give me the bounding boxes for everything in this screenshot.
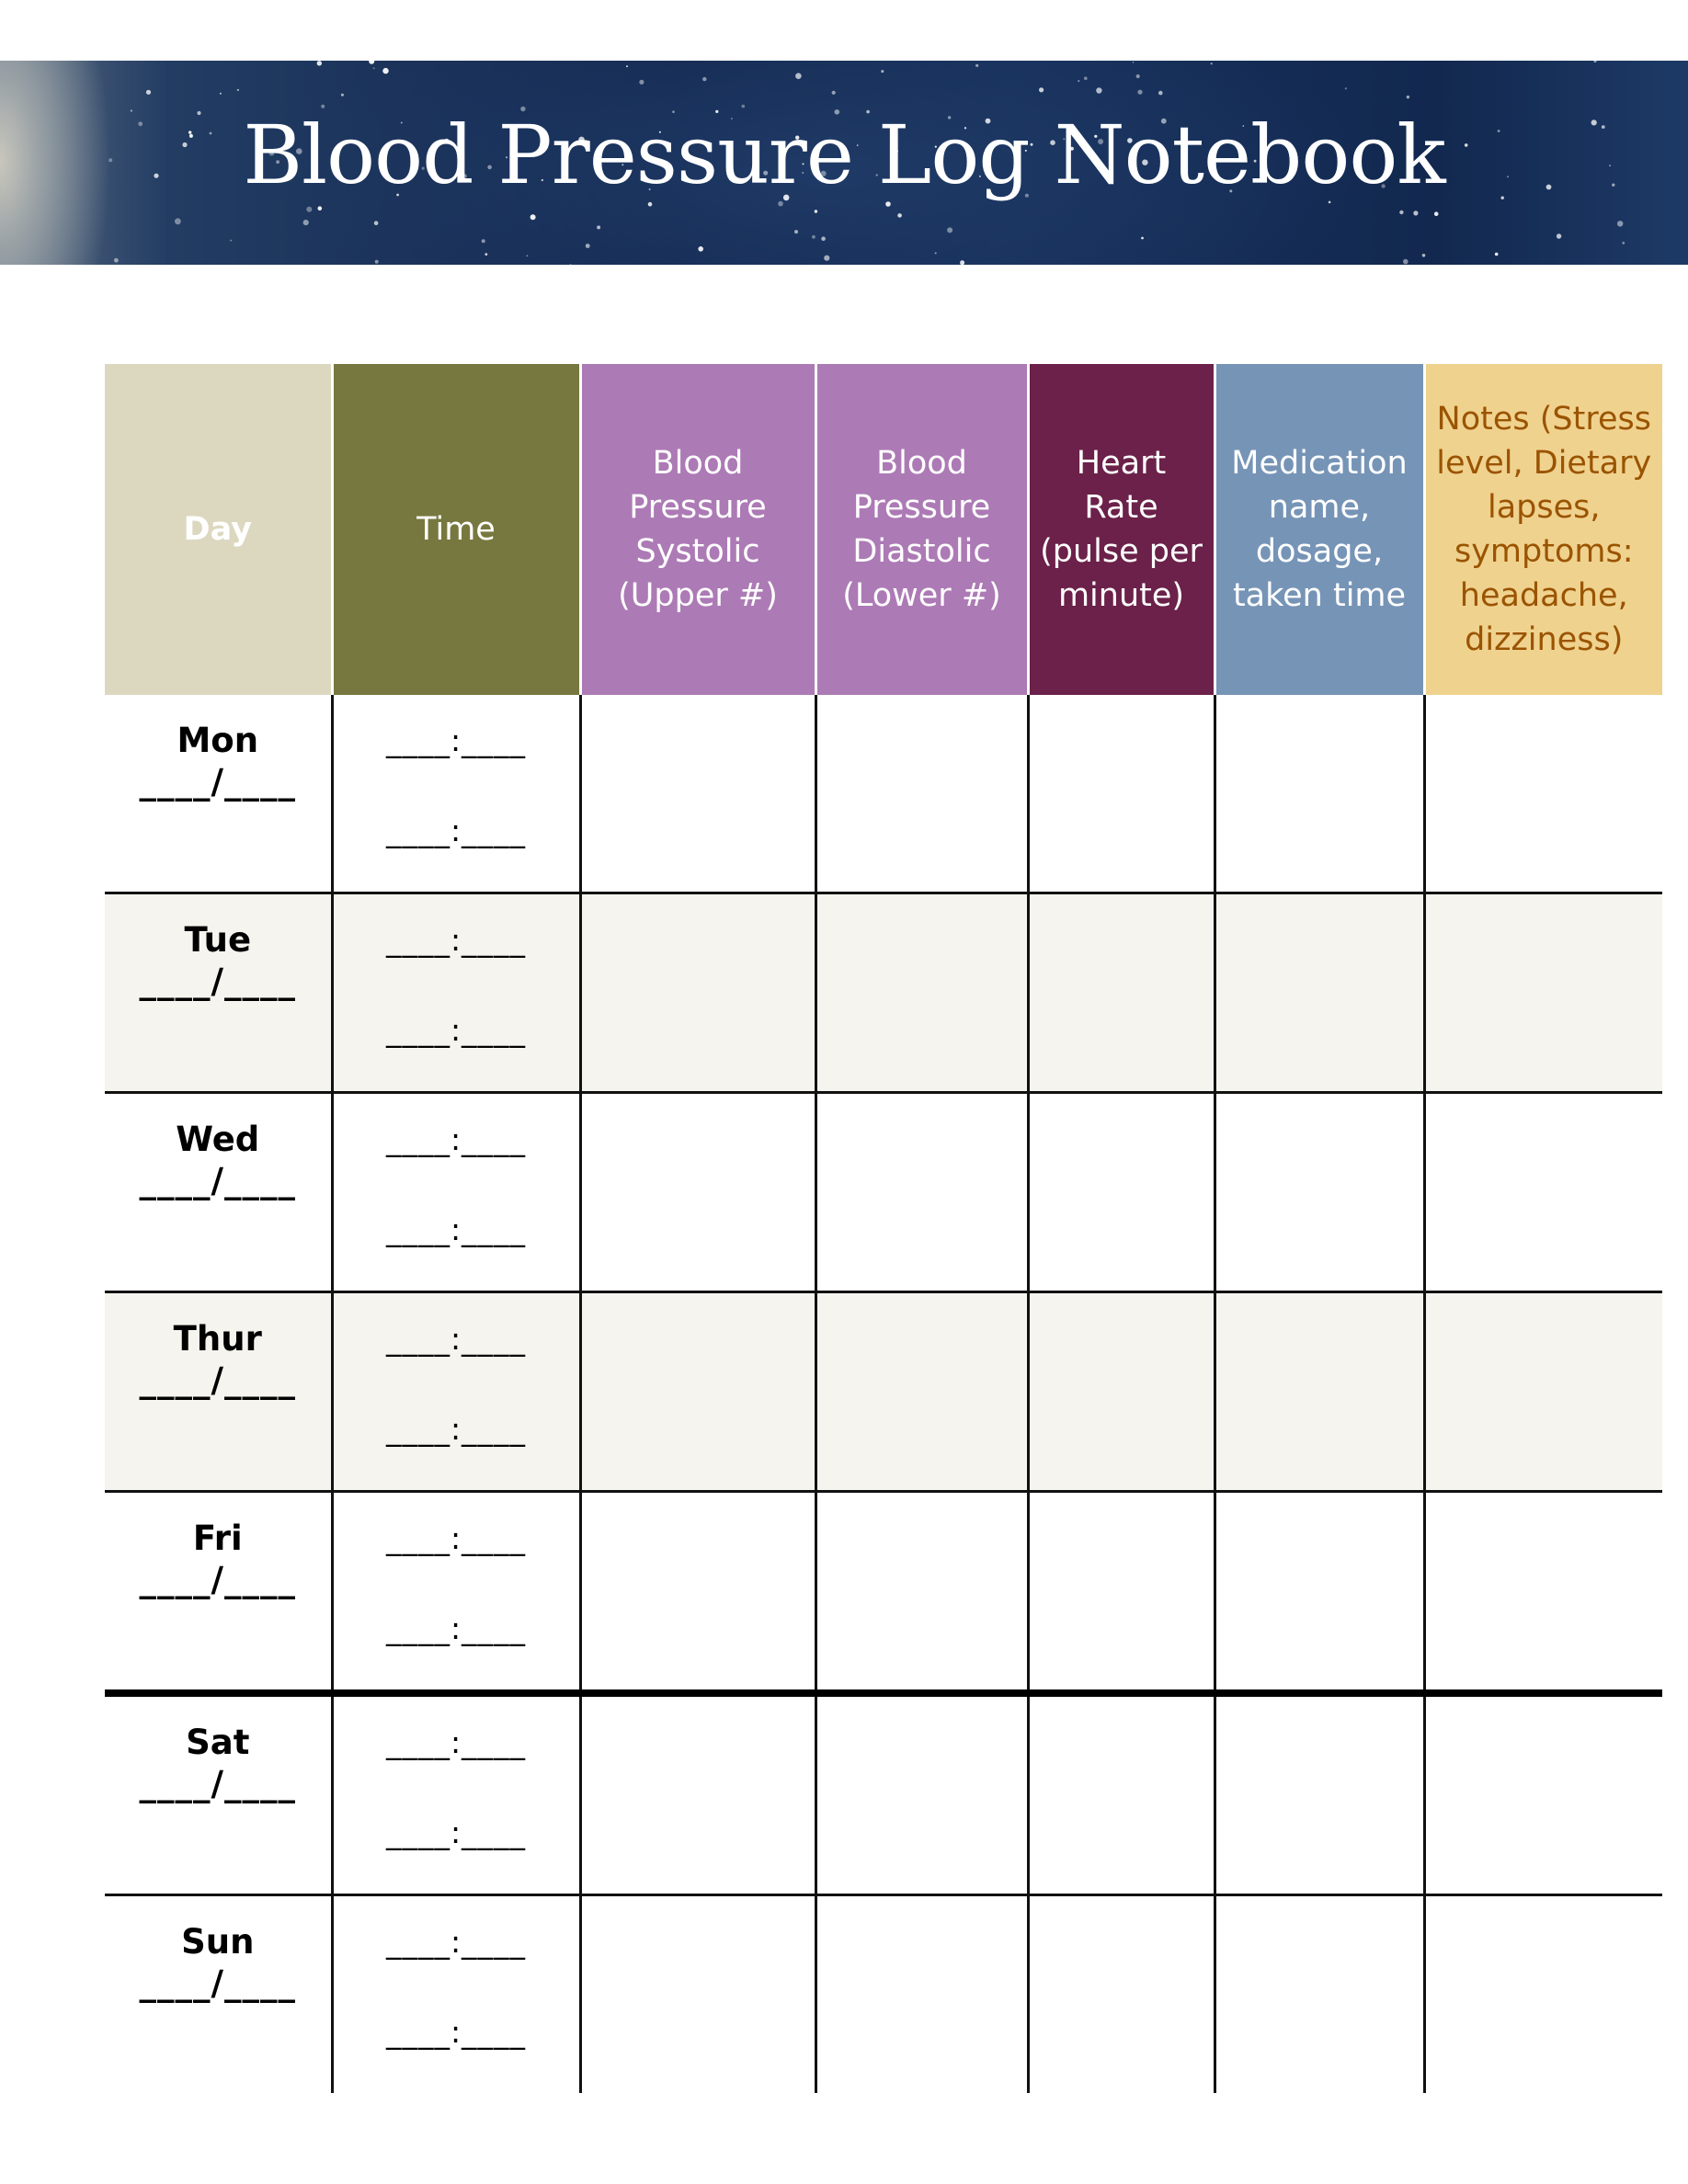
date-blank[interactable]: ____/____ xyxy=(139,1560,296,1599)
time-blank-2[interactable]: ____:____ xyxy=(385,1012,527,1048)
heart-rate-cell[interactable] xyxy=(1028,1093,1215,1292)
notes-cell[interactable] xyxy=(1424,695,1662,893)
heart-rate-cell[interactable] xyxy=(1028,695,1215,893)
column-header-day: Day xyxy=(105,364,332,695)
medication-cell[interactable] xyxy=(1215,893,1424,1093)
medication-cell[interactable] xyxy=(1215,1895,1424,2094)
medication-cell[interactable] xyxy=(1215,695,1424,893)
systolic-cell[interactable] xyxy=(580,695,815,893)
time-cell xyxy=(332,1895,580,2094)
systolic-cell[interactable] xyxy=(580,1093,815,1292)
time-blank-2[interactable]: ____:____ xyxy=(385,1411,527,1447)
diastolic-cell[interactable] xyxy=(815,1693,1028,1895)
time-blank-1[interactable]: ____:____ xyxy=(385,922,527,958)
medication-cell[interactable] xyxy=(1215,1693,1424,1895)
time-blank-2[interactable]: ____:____ xyxy=(385,1814,527,1850)
log-row-sun xyxy=(105,1895,1662,2094)
date-blank[interactable]: ____/____ xyxy=(139,961,296,1001)
time-blank-1[interactable]: ____:____ xyxy=(385,1121,527,1157)
date-blank[interactable]: ____/____ xyxy=(139,1963,296,2003)
log-row-mon xyxy=(105,695,1662,893)
date-blank[interactable]: ____/____ xyxy=(139,1764,296,1803)
date-blank[interactable]: ____/____ xyxy=(139,1161,296,1200)
systolic-cell[interactable] xyxy=(580,1292,815,1492)
medication-cell[interactable] xyxy=(1215,1492,1424,1694)
page-title: Blood Pressure Log Notebook xyxy=(243,107,1445,202)
notes-cell[interactable] xyxy=(1424,1895,1662,2094)
day-name: Fri xyxy=(192,1519,243,1558)
time-blank-2[interactable]: ____:____ xyxy=(385,1610,527,1646)
medication-cell[interactable] xyxy=(1215,1093,1424,1292)
heart-rate-cell[interactable] xyxy=(1028,893,1215,1093)
time-blank-2[interactable]: ____:____ xyxy=(385,2014,527,2050)
systolic-cell[interactable] xyxy=(580,1693,815,1895)
diastolic-cell[interactable] xyxy=(815,695,1028,893)
log-row-tue xyxy=(105,893,1662,1093)
day-name: Sat xyxy=(186,1723,250,1762)
column-header-systolic: Blood Pressure Systolic (Upper #) xyxy=(580,364,815,695)
column-header-diastolic: Blood Pressure Diastolic (Lower #) xyxy=(815,364,1028,695)
notes-cell[interactable] xyxy=(1424,1292,1662,1492)
time-cell xyxy=(332,893,580,1093)
heart-rate-cell[interactable] xyxy=(1028,1895,1215,2094)
diastolic-cell[interactable] xyxy=(815,893,1028,1093)
systolic-cell[interactable] xyxy=(580,1895,815,2094)
time-blank-1[interactable]: ____:____ xyxy=(385,1321,527,1357)
notes-cell[interactable] xyxy=(1424,1093,1662,1292)
time-blank-2[interactable]: ____:____ xyxy=(385,813,527,848)
log-row-sat xyxy=(105,1693,1662,1895)
day-cell xyxy=(105,893,332,1093)
time-cell xyxy=(332,1693,580,1895)
day-cell xyxy=(105,1895,332,2094)
column-header-medication: Medication name, dosage, taken time xyxy=(1215,364,1424,695)
log-row-wed xyxy=(105,1093,1662,1292)
notes-cell[interactable] xyxy=(1424,893,1662,1093)
log-row-fri xyxy=(105,1492,1662,1694)
day-name: Sun xyxy=(181,1922,255,1962)
heart-rate-cell[interactable] xyxy=(1028,1492,1215,1694)
header-row xyxy=(105,364,1662,695)
date-blank[interactable]: ____/____ xyxy=(139,762,296,802)
notes-cell[interactable] xyxy=(1424,1492,1662,1694)
date-blank[interactable]: ____/____ xyxy=(139,1360,296,1400)
day-cell xyxy=(105,1693,332,1895)
day-name: Wed xyxy=(176,1120,260,1159)
column-header-heart-rate: Heart Rate (pulse per minute) xyxy=(1028,364,1215,695)
day-cell xyxy=(105,1292,332,1492)
diastolic-cell[interactable] xyxy=(815,1895,1028,2094)
title-banner xyxy=(0,61,1688,265)
systolic-cell[interactable] xyxy=(580,893,815,1093)
day-cell xyxy=(105,1492,332,1694)
heart-rate-cell[interactable] xyxy=(1028,1292,1215,1492)
diastolic-cell[interactable] xyxy=(815,1492,1028,1694)
time-cell xyxy=(332,1492,580,1694)
blood-pressure-log-table xyxy=(105,364,1662,2093)
day-cell xyxy=(105,1093,332,1292)
time-blank-2[interactable]: ____:____ xyxy=(385,1211,527,1247)
notes-cell[interactable] xyxy=(1424,1693,1662,1895)
time-blank-1[interactable]: ____:____ xyxy=(385,1924,527,1960)
time-cell xyxy=(332,1292,580,1492)
day-cell xyxy=(105,695,332,893)
time-blank-1[interactable]: ____:____ xyxy=(385,1520,527,1556)
time-cell xyxy=(332,1093,580,1292)
column-header-notes: Notes (Stress level, Dietary lapses, symptoms: headache, dizziness) xyxy=(1424,364,1662,695)
diastolic-cell[interactable] xyxy=(815,1093,1028,1292)
time-blank-1[interactable]: ____:____ xyxy=(385,1724,527,1760)
time-blank-1[interactable]: ____:____ xyxy=(385,722,527,758)
medication-cell[interactable] xyxy=(1215,1292,1424,1492)
day-name: Mon xyxy=(177,721,259,760)
systolic-cell[interactable] xyxy=(580,1492,815,1694)
column-header-time: Time xyxy=(332,364,580,695)
time-cell xyxy=(332,695,580,893)
heart-rate-cell[interactable] xyxy=(1028,1693,1215,1895)
day-name: Thur xyxy=(173,1319,262,1359)
diastolic-cell[interactable] xyxy=(815,1292,1028,1492)
day-name: Tue xyxy=(184,920,252,960)
log-row-thur xyxy=(105,1292,1662,1492)
